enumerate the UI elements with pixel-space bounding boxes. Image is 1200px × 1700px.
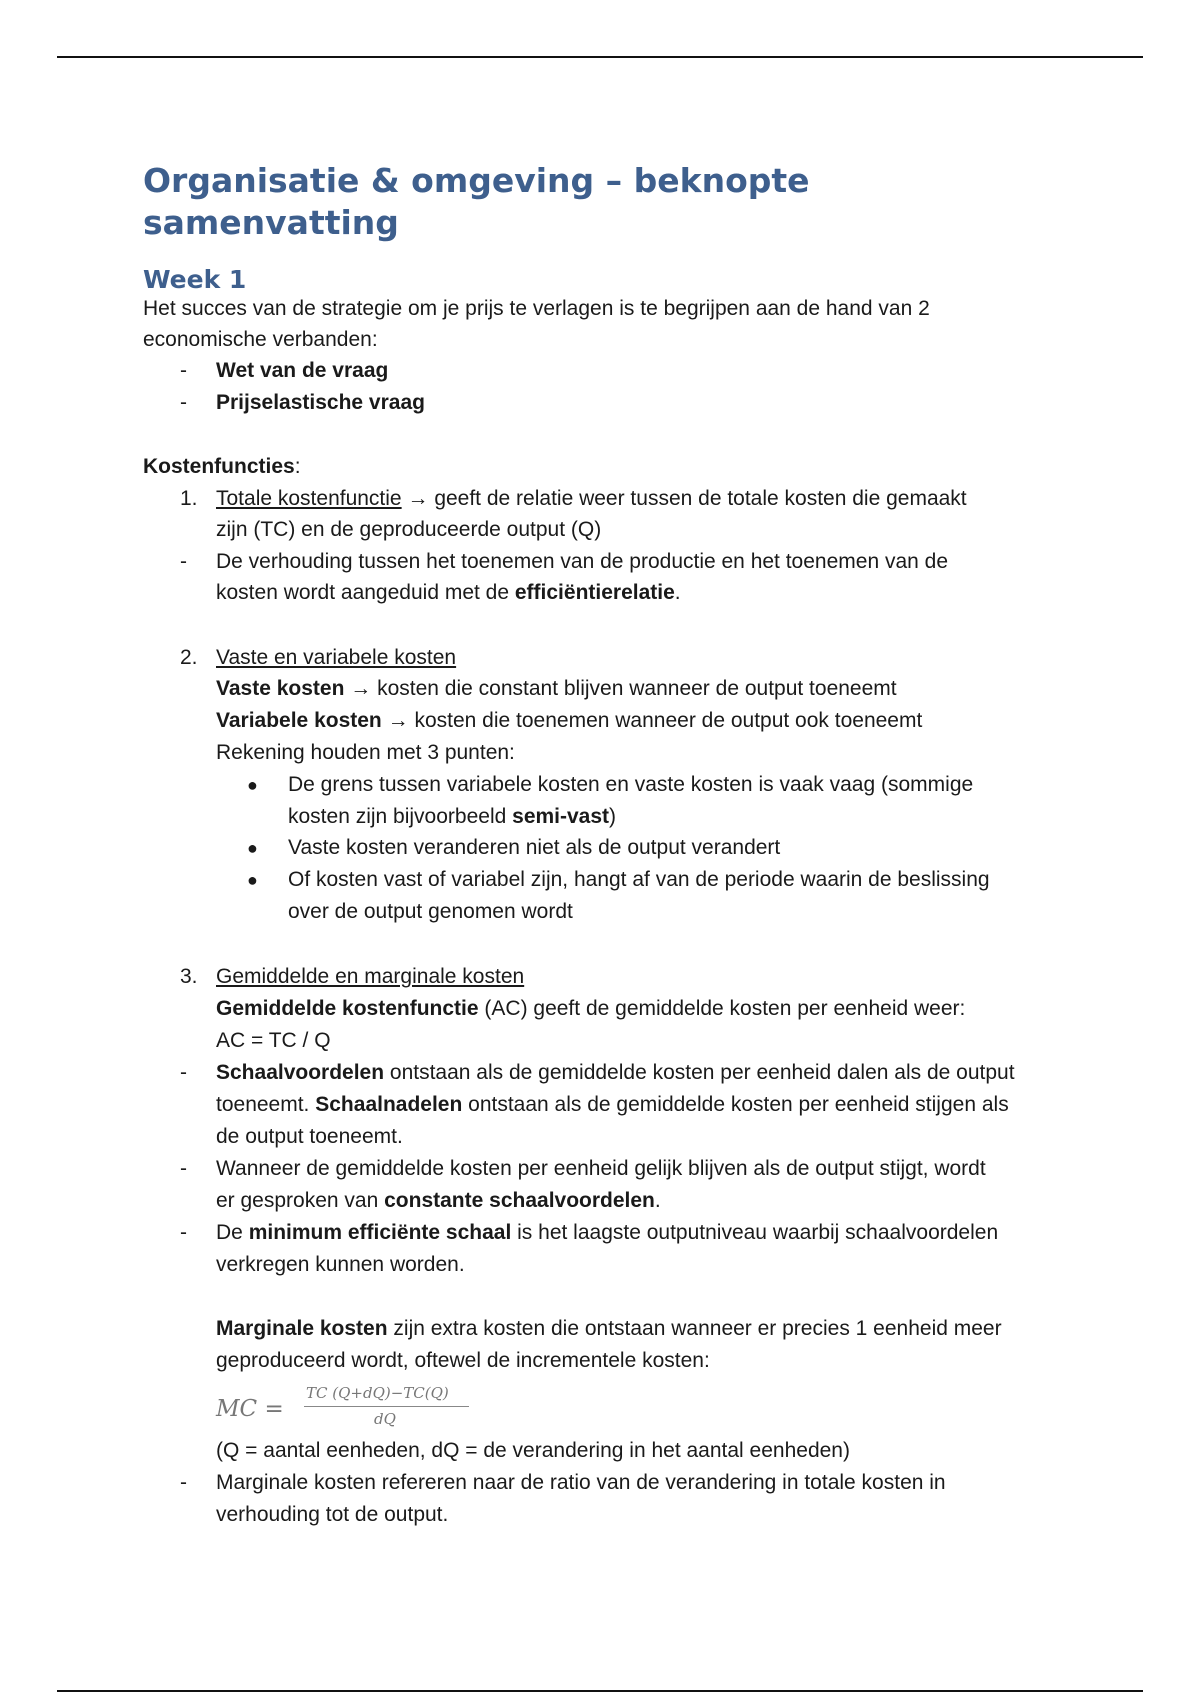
dash-marker: - — [180, 550, 187, 573]
text-line: kosten zijn bijvoorbeeld semi-vast) — [288, 805, 617, 828]
dash-marker: - — [180, 1471, 187, 1494]
bullet-item: Of kosten vast of variabel zijn, hangt af van de periode waarin de beslissing — [288, 868, 990, 891]
text-line: De verhouding tussen het toenemen van de productie en het toenemen van de — [216, 550, 949, 573]
dash-marker: - — [180, 391, 187, 414]
text-line: Variabele kosten → kosten die toenemen wanneer de output ook toeneemt — [216, 709, 923, 732]
text-flow — [143, 0, 1103, 1700]
arrow-icon: → — [387, 709, 409, 732]
text-line: de output toeneemt. — [216, 1125, 403, 1148]
dash-marker: - — [180, 1221, 187, 1244]
dash-marker: - — [180, 1061, 187, 1084]
text-line: geproduceerd wordt, oftewel de incrementele kosten: — [216, 1349, 710, 1372]
list-item: Prijselastische vraag — [216, 391, 425, 414]
text-line: verkregen kunnen worden. — [216, 1253, 465, 1276]
week-heading: Week 1 — [143, 265, 247, 294]
text-line: kosten wordt aangeduid met de efficiëntierelatie. — [216, 581, 681, 604]
fraction-bar — [304, 1406, 469, 1407]
bullet-icon: ● — [247, 870, 258, 890]
text-line: er gesproken van constante schaalvoordelen. — [216, 1189, 661, 1212]
page-title: Organisatie & omgeving – beknopte samenvatting — [143, 161, 810, 242]
list-item: Wet van de vraag — [216, 359, 389, 382]
section-heading: Kostenfuncties: — [143, 455, 301, 478]
formula-lhs: MC = — [216, 1396, 284, 1422]
text-line: verhouding tot de output. — [216, 1503, 449, 1526]
dash-marker: - — [180, 1157, 187, 1180]
subsection-line: Gemiddelde en marginale kosten — [216, 965, 525, 988]
text-line: toeneemt. Schaalnadelen ontstaan als de gemiddelde kosten per eenheid stijgen als — [216, 1093, 1009, 1116]
marginal-cost-formula — [216, 1382, 536, 1438]
text-line: Marginale kosten zijn extra kosten die ontstaan wanneer er precies 1 eenheid meer — [216, 1317, 1002, 1340]
bullet-icon: ● — [247, 838, 258, 858]
text-line: over de output genomen wordt — [288, 900, 573, 923]
list-number: 1. — [180, 487, 198, 510]
formula-denominator: dQ — [374, 1410, 396, 1428]
dash-marker: - — [180, 359, 187, 382]
text-line: Rekening houden met 3 punten: — [216, 741, 515, 764]
bullet-item: De grens tussen variabele kosten en vaste kosten is vaak vaag (sommige — [288, 773, 974, 796]
text-line: Marginale kosten refereren naar de ratio van de verandering in totale kosten in — [216, 1471, 946, 1494]
intro-line: economische verbanden: — [143, 328, 378, 351]
footer-rule — [57, 1690, 1143, 1692]
list-number: 2. — [180, 646, 198, 669]
arrow-icon: → — [350, 677, 372, 700]
bullet-item: Vaste kosten veranderen niet als de output verandert — [288, 836, 781, 859]
arrow-icon: → — [407, 487, 429, 510]
intro-line: Het succes van de strategie om je prijs te verlagen is te begrijpen aan de hand van 2 — [143, 297, 930, 320]
text-line: (Q = aantal eenheden, dQ = de verandering in het aantal eenheden) — [216, 1439, 850, 1462]
formula-numerator: TC (Q+dQ)−TC(Q) — [306, 1384, 449, 1402]
subsection-line: Vaste en variabele kosten — [216, 646, 457, 669]
list-number: 3. — [180, 965, 198, 988]
text-line: Gemiddelde kostenfunctie (AC) geeft de gemiddelde kosten per eenheid weer: — [216, 997, 966, 1020]
subsection-line: Totale kostenfunctie → geeft de relatie weer tussen de totale kosten die gemaakt — [216, 487, 967, 510]
text-line: Vaste kosten → kosten die constant blijven wanneer de output toeneemt — [216, 677, 897, 700]
text-line: zijn (TC) en de geproduceerde output (Q) — [216, 518, 602, 541]
text-line: De minimum efficiënte schaal is het laagste outputniveau waarbij schaalvoordelen — [216, 1221, 999, 1244]
text-line: Wanneer de gemiddelde kosten per eenheid gelijk blijven als de output stijgt, wordt — [216, 1157, 986, 1180]
bullet-icon: ● — [247, 775, 258, 795]
text-line: AC = TC / Q — [216, 1029, 331, 1052]
text-line: Schaalvoordelen ontstaan als de gemiddelde kosten per eenheid dalen als de output — [216, 1061, 1015, 1084]
